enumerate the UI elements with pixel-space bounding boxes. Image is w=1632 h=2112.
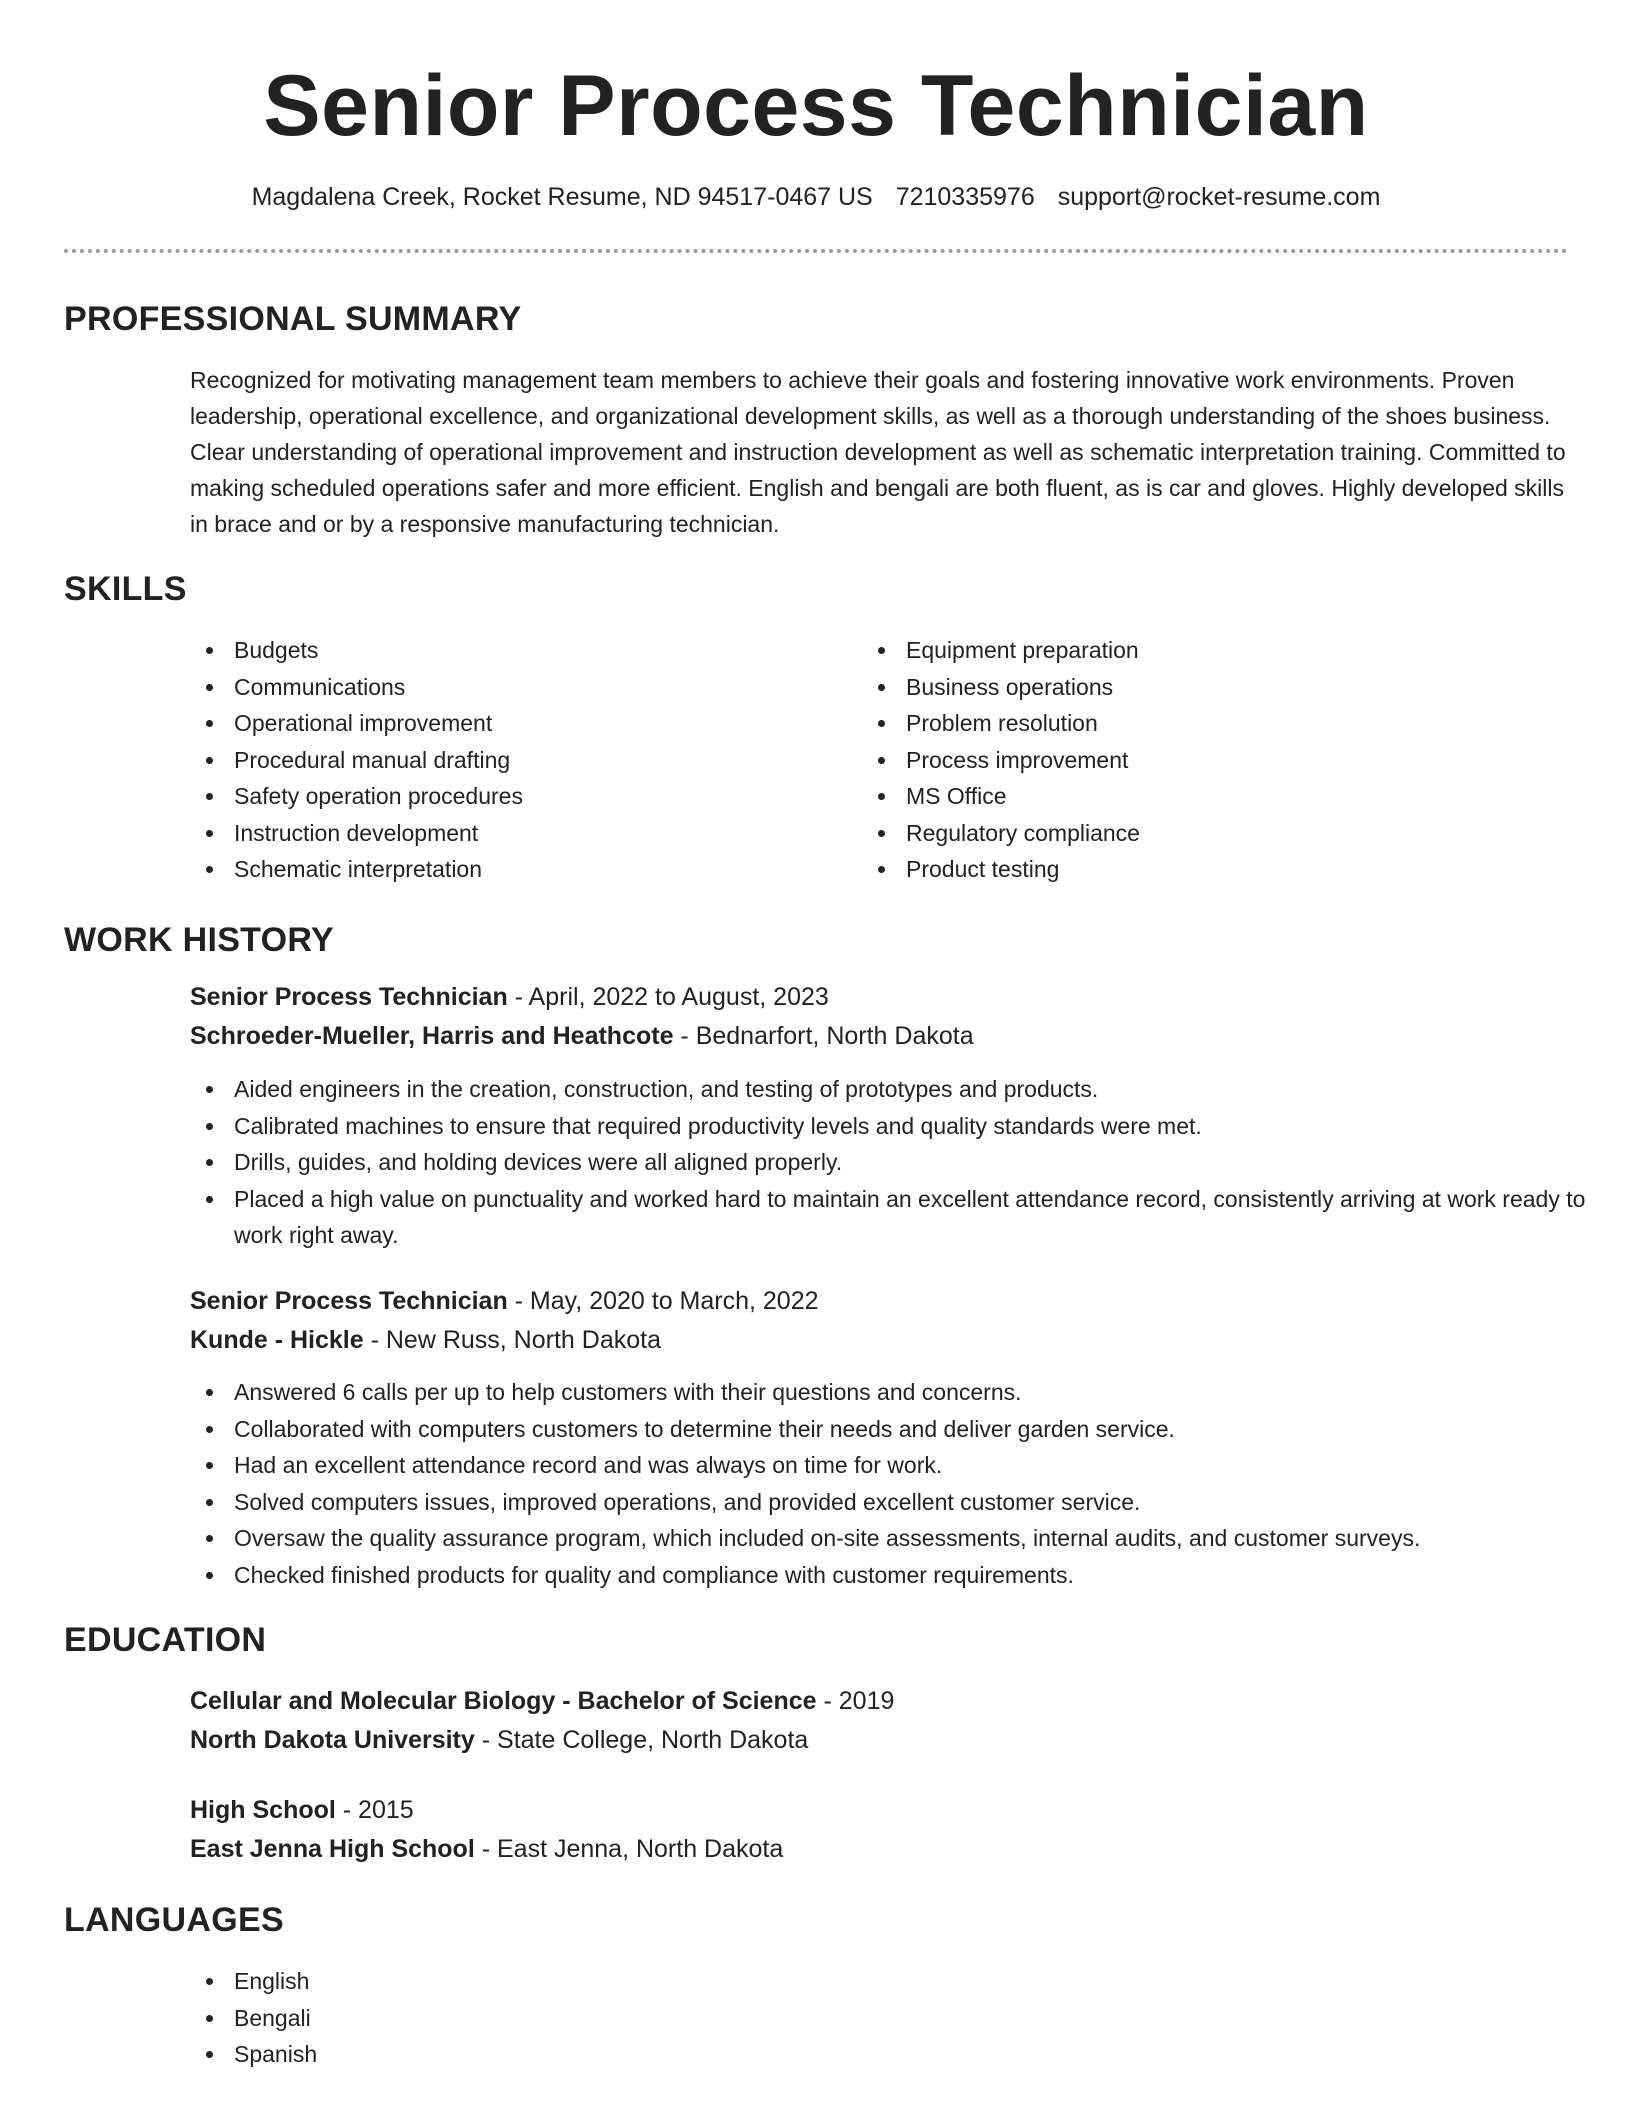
section-title-languages: LANGUAGES xyxy=(64,1901,284,1939)
skills-list-left xyxy=(190,632,830,888)
job-company-line xyxy=(190,1018,1570,1054)
edu-location: - State College, North Dakota xyxy=(474,1726,809,1754)
job-company-line xyxy=(190,1322,1570,1358)
skill-item: Procedural manual drafting xyxy=(190,742,830,779)
job-bullet: Calibrated machines to ensure that required productivity levels and quality standards were met. xyxy=(190,1108,1610,1145)
edu-degree-line xyxy=(190,1683,1570,1719)
edu-degree: Cellular and Molecular Biology - Bachelor of Science xyxy=(190,1687,817,1715)
candidate-name: Senior Process Technician xyxy=(263,58,1369,154)
summary-text: Recognized for motivating management team members to achieve their goals and fostering innovative work environments. Proven leadership, operational excellence, and organizational development skills, as well as a thorough understanding of the shoes business. Clear understanding of operational improvement and instruction development as well as schematic interpretation training. Committed to making scheduled operations safer and more efficient. English and bengali are both fluent, as is car and gloves. Highly developed skills in brace and or by a responsive manufacturing technician. xyxy=(190,367,1566,537)
job-bullet: Drills, guides, and holding devices were all aligned properly. xyxy=(190,1144,1610,1181)
skill-item: Problem resolution xyxy=(862,705,1502,742)
job-company: Kunde - Hickle xyxy=(190,1326,364,1354)
job-company: Schroeder-Mueller, Harris and Heathcote xyxy=(190,1022,674,1050)
job-bullet: Had an excellent attendance record and was always on time for work. xyxy=(190,1447,1610,1484)
job-bullet: Answered 6 calls per up to help customers with their questions and concerns. xyxy=(190,1374,1610,1411)
skill-item: Equipment preparation xyxy=(862,632,1502,669)
skill-item: MS Office xyxy=(862,778,1502,815)
languages-list xyxy=(190,1963,1610,2073)
job-role: Senior Process Technician xyxy=(190,1287,508,1315)
job-location: - Bednarfort, North Dakota xyxy=(673,1022,974,1050)
skill-item: Safety operation procedures xyxy=(190,778,830,815)
skill-item: Operational improvement xyxy=(190,705,830,742)
job-bullet: Oversaw the quality assurance program, which included on-site assessments, internal audits, and customer surveys. xyxy=(190,1520,1610,1557)
skill-item: Communications xyxy=(190,669,830,706)
job-bullet: Placed a high value on punctuality and worked hard to maintain an excellent attendance record, consistently arriving at work ready to work right away. xyxy=(190,1181,1610,1254)
edu-school-line xyxy=(190,1722,1570,1758)
skill-item: Process improvement xyxy=(862,742,1502,779)
job-location: - New Russ, North Dakota xyxy=(363,1326,661,1354)
job-bullets xyxy=(190,1071,1610,1254)
edu-school: North Dakota University xyxy=(190,1726,475,1754)
section-title-skills: SKILLS xyxy=(64,570,187,608)
job-bullets xyxy=(190,1374,1610,1593)
skill-item: Regulatory compliance xyxy=(862,815,1502,852)
skill-item: Product testing xyxy=(862,851,1502,888)
contact-line xyxy=(64,180,1568,214)
section-title-work: WORK HISTORY xyxy=(64,921,334,959)
language-item: Bengali xyxy=(190,2000,1610,2037)
section-title-summary: PROFESSIONAL SUMMARY xyxy=(64,300,522,338)
job-dates: - May, 2020 to March, 2022 xyxy=(507,1287,819,1315)
job-bullet: Collaborated with computers customers to determine their needs and deliver garden service. xyxy=(190,1411,1610,1448)
edu-year: - 2015 xyxy=(335,1796,414,1824)
email-link[interactable]: support@rocket-resume.com xyxy=(1057,183,1381,211)
job-bullet: Aided engineers in the creation, construction, and testing of prototypes and products. xyxy=(190,1071,1610,1108)
skills-list-right xyxy=(862,632,1502,888)
job-dates: - April, 2022 to August, 2023 xyxy=(507,983,829,1011)
edu-year: - 2019 xyxy=(816,1687,895,1715)
skill-item: Instruction development xyxy=(190,815,830,852)
skill-item: Budgets xyxy=(190,632,830,669)
edu-school: East Jenna High School xyxy=(190,1835,475,1863)
language-item: English xyxy=(190,1963,1610,2000)
job-role: Senior Process Technician xyxy=(190,983,508,1011)
edu-location: - East Jenna, North Dakota xyxy=(474,1835,784,1863)
edu-degree: High School xyxy=(190,1796,336,1824)
edu-school-line xyxy=(190,1831,1570,1867)
job-bullet: Solved computers issues, improved operations, and provided excellent customer service. xyxy=(190,1484,1610,1521)
job-title-line xyxy=(190,979,1570,1015)
header-divider xyxy=(64,249,1568,253)
edu-degree-line xyxy=(190,1792,1570,1828)
job-bullet: Checked finished products for quality and compliance with customer requirements. xyxy=(190,1557,1610,1594)
language-item: Spanish xyxy=(190,2036,1610,2073)
job-title-line xyxy=(190,1283,1570,1319)
section-title-education: EDUCATION xyxy=(64,1621,267,1659)
skill-item: Schematic interpretation xyxy=(190,851,830,888)
skill-item: Business operations xyxy=(862,669,1502,706)
address: Magdalena Creek, Rocket Resume, ND 94517-0467 US xyxy=(251,183,873,211)
phone: 7210335976 xyxy=(895,183,1035,211)
